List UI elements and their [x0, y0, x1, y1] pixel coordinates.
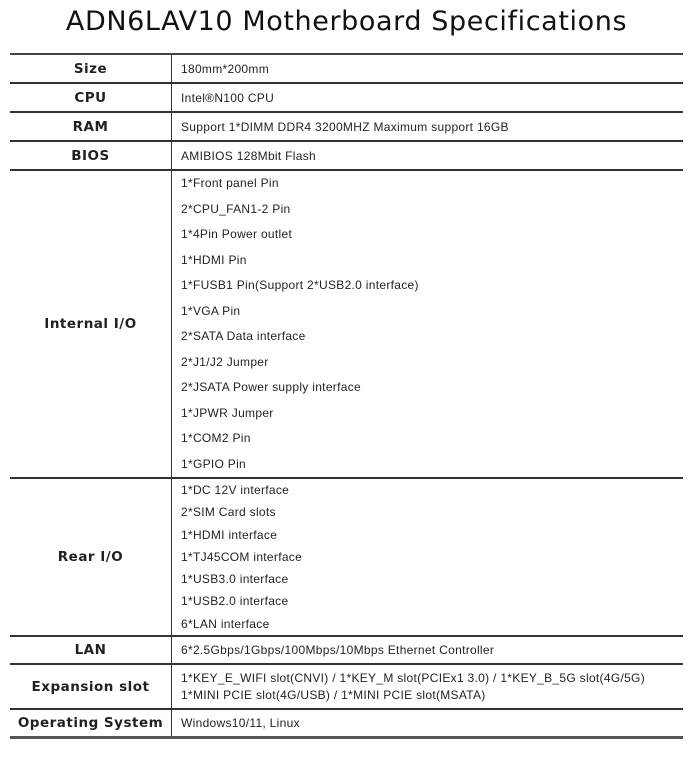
spec-label: LAN: [10, 636, 172, 664]
spec-value-line: Intel®N100 CPU: [181, 90, 275, 105]
page-title: ADN6LAV10 Motherboard Specifications: [65, 6, 628, 37]
spec-value-line: 1*HDMI Pin: [181, 252, 247, 267]
spec-value-line: 1*DC 12V interface: [181, 483, 290, 498]
spec-value-line: 6*LAN interface: [181, 616, 270, 631]
spec-value: [172, 83, 684, 112]
spec-row-lan: [10, 636, 683, 664]
spec-row-operating-system: [10, 709, 683, 737]
spec-value-line: 1*JPWR Jumper: [181, 405, 274, 420]
spec-value-line: Support 1*DIMM DDR4 3200MHZ Maximum support 16GB: [181, 119, 509, 134]
spec-row-cpu: [10, 83, 683, 112]
spec-value-line: 1*GPIO Pin: [181, 456, 247, 471]
spec-value-line: 1*USB2.0 interface: [181, 594, 289, 609]
spec-label: Size: [10, 54, 172, 83]
spec-value-line: 1*MINI PCIE slot(4G/USB) / 1*MINI PCIE slot(MSATA): [181, 687, 486, 702]
spec-value-line: 1*Front panel Pin: [181, 176, 279, 190]
spec-label: Internal I/O: [10, 170, 172, 478]
spec-value-line: 2*J1/J2 Jumper: [181, 354, 269, 369]
spec-row-size: [10, 54, 683, 83]
spec-value-line: 1*KEY_E_WIFI slot(CNVI) / 1*KEY_M slot(PCIEx1 3.0) / 1*KEY_B_5G slot(4G/5G): [181, 670, 645, 685]
spec-value: [172, 141, 684, 170]
spec-value-line: 1*COM2 Pin: [181, 431, 251, 445]
spec-value: [172, 170, 684, 478]
spec-value-line: 2*SIM Card slots: [181, 505, 276, 520]
spec-value-line: 1*USB3.0 interface: [181, 572, 289, 587]
spec-value-line: 180mm*200mm: [181, 61, 269, 76]
spec-value: [172, 664, 684, 709]
spec-value: [172, 478, 684, 636]
spec-value-line: 2*JSATA Power supply interface: [181, 380, 361, 394]
spec-value: [172, 636, 684, 664]
spec-label: RAM: [10, 112, 172, 141]
spec-label: Expansion slot: [10, 664, 172, 709]
spec-value-line: Windows10/11, Linux: [181, 715, 300, 730]
spec-label: CPU: [10, 83, 172, 112]
spec-value-line: 1*VGA Pin: [181, 303, 241, 318]
spec-row-rear-i-o: [10, 478, 683, 636]
spec-value-line: 2*SATA Data interface: [181, 329, 306, 343]
spec-row-expansion-slot: [10, 664, 683, 709]
spec-row-ram: [10, 112, 683, 141]
spec-value-line: 2*CPU_FAN1-2 Pin: [181, 201, 291, 216]
spec-value-line: 1*FUSB1 Pin(Support 2*USB2.0 interface): [181, 278, 419, 292]
spec-value-line: 1*HDMI interface: [181, 527, 278, 542]
spec-value: [172, 112, 684, 141]
spec-row-bios: [10, 141, 683, 170]
spec-table: [10, 53, 683, 739]
spec-value-line: 6*2.5Gbps/1Gbps/100Mbps/10Mbps Ethernet Controller: [181, 643, 495, 657]
spec-label: Operating System: [10, 709, 172, 737]
spec-value: [172, 709, 684, 737]
spec-value-line: 1*4Pin Power outlet: [181, 227, 293, 241]
spec-row-internal-i-o: [10, 170, 683, 478]
spec-value: [172, 54, 684, 83]
spec-value-line: 1*TJ45COM interface: [181, 549, 303, 564]
spec-label: Rear I/O: [10, 478, 172, 636]
spec-label: BIOS: [10, 141, 172, 170]
spec-value-line: AMIBIOS 128Mbit Flash: [181, 148, 317, 163]
